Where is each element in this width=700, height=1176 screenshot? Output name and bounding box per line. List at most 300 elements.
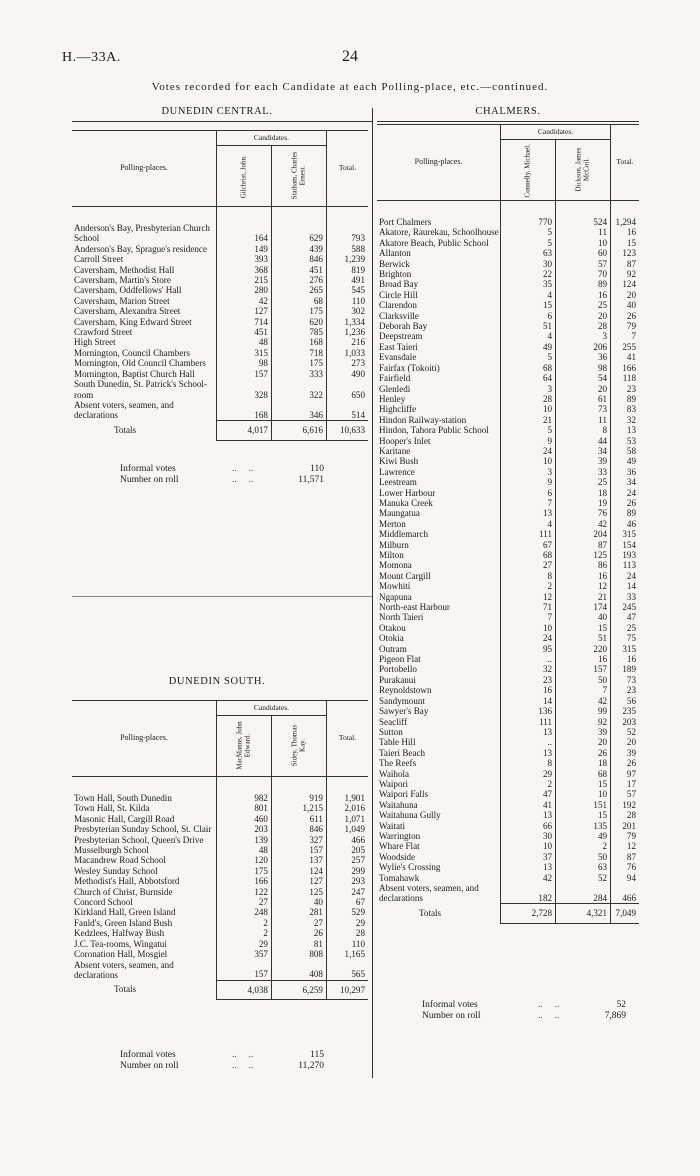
polling-place: Concord School bbox=[74, 897, 133, 908]
total-votes: 201 bbox=[611, 821, 639, 831]
table-row bbox=[72, 866, 368, 876]
candidate-2-total: 6,616 bbox=[271, 421, 326, 440]
column-divider bbox=[372, 108, 373, 1078]
candidate-2-votes: 98 bbox=[556, 363, 611, 373]
total-votes: 26 bbox=[611, 758, 639, 768]
total-votes: 2,016 bbox=[326, 803, 368, 813]
total-votes: 79 bbox=[611, 321, 639, 331]
candidate-2-header bbox=[556, 140, 611, 201]
candidate-1-votes: 2 bbox=[501, 779, 556, 789]
polling-place: Anderson's Bay, Sprague's residence bbox=[74, 243, 207, 254]
polling-place: Table Hill bbox=[379, 737, 416, 748]
total-votes: 53 bbox=[611, 436, 639, 446]
total-votes: 26 bbox=[611, 311, 639, 321]
table-row bbox=[72, 845, 368, 855]
polling-place: Akatore Beach, Public School bbox=[379, 237, 489, 248]
table-row bbox=[377, 508, 639, 518]
candidate-2-votes: 11 bbox=[556, 227, 611, 237]
candidate-2-votes: 70 bbox=[556, 269, 611, 279]
polling-place: Sandymount bbox=[379, 695, 425, 706]
total-votes: 113 bbox=[611, 560, 639, 570]
candidate-1-votes: 32 bbox=[501, 664, 556, 674]
polling-place: Tomahawk bbox=[379, 872, 420, 883]
polling-place: Mornington, Baptist Church Hall bbox=[74, 368, 195, 379]
totals-row bbox=[72, 421, 368, 440]
candidate-1-votes: 48 bbox=[216, 337, 271, 347]
candidate-1-name: Gilchrist, John. bbox=[239, 155, 248, 199]
polling-place: Macandrew Road School bbox=[74, 855, 166, 866]
total-votes: 39 bbox=[611, 748, 639, 758]
total-votes: 154 bbox=[611, 540, 639, 550]
polling-place: Akatore, Raurekau, Schoolhouse bbox=[379, 227, 499, 238]
candidate-1-votes: 29 bbox=[501, 769, 556, 779]
candidate-2-votes: 16 bbox=[556, 571, 611, 581]
table-row bbox=[377, 446, 639, 456]
candidate-2-votes: 327 bbox=[271, 835, 326, 845]
candidate-1-votes: 982 bbox=[216, 793, 271, 803]
table-row bbox=[72, 223, 368, 244]
polling-place: Caversham, Alexandra Street bbox=[74, 306, 181, 317]
total-votes: 24 bbox=[611, 571, 639, 581]
total-votes: 819 bbox=[326, 265, 368, 275]
candidate-2-votes: 25 bbox=[556, 300, 611, 310]
candidate-2-total: 6,259 bbox=[271, 980, 326, 999]
table-row bbox=[377, 664, 639, 674]
candidate-1-votes: 13 bbox=[501, 810, 556, 820]
candidate-1-votes: 24 bbox=[501, 446, 556, 456]
total-votes: 299 bbox=[326, 866, 368, 876]
polling-place: Port Chalmers bbox=[379, 217, 432, 227]
table-row bbox=[377, 654, 639, 664]
candidate-1-header bbox=[501, 140, 556, 201]
polling-place: Hindon Railway-station bbox=[379, 414, 467, 425]
candidate-1-votes: 5 bbox=[501, 352, 556, 362]
table-row bbox=[377, 602, 639, 612]
polling-place: Kedzlees, Halfway Bush bbox=[74, 928, 165, 939]
candidate-2-votes: 125 bbox=[556, 550, 611, 560]
table-row bbox=[377, 373, 639, 383]
informal-votes-label: Informal votes bbox=[120, 464, 176, 474]
total-votes: 588 bbox=[326, 244, 368, 254]
candidate-1-votes: 4 bbox=[501, 290, 556, 300]
polling-place: Mowhiti bbox=[379, 581, 411, 592]
polling-place: Sawyer's Bay bbox=[379, 706, 429, 717]
total-votes: 97 bbox=[611, 769, 639, 779]
polling-place: Henley bbox=[379, 393, 406, 404]
table-row bbox=[72, 348, 368, 358]
total-header: Total. bbox=[326, 701, 368, 777]
table-row bbox=[377, 342, 639, 352]
candidate-1-votes: 27 bbox=[216, 897, 271, 907]
total-votes: 73 bbox=[611, 675, 639, 685]
candidate-2-votes: 21 bbox=[556, 592, 611, 602]
candidate-2-votes: 20 bbox=[556, 737, 611, 747]
candidate-2-votes: 28 bbox=[556, 321, 611, 331]
candidate-1-votes: 5 bbox=[501, 425, 556, 435]
total-votes: 1,901 bbox=[326, 793, 368, 803]
polling-place: North Taieri bbox=[379, 612, 424, 623]
table-row bbox=[377, 394, 639, 404]
total-votes: 216 bbox=[326, 337, 368, 347]
candidate-2-votes: 8 bbox=[556, 425, 611, 435]
total-votes: 1,165 bbox=[326, 949, 368, 959]
candidate-2-votes: 52 bbox=[556, 873, 611, 883]
candidate-2-votes: 42 bbox=[556, 696, 611, 706]
total-votes: 1,294 bbox=[611, 217, 639, 227]
table-row bbox=[377, 425, 639, 435]
candidate-1-votes: 4 bbox=[501, 519, 556, 529]
total-votes: 293 bbox=[326, 876, 368, 886]
polling-place: Milton bbox=[379, 550, 404, 560]
candidate-1-votes: 21 bbox=[501, 415, 556, 425]
total-votes: 205 bbox=[326, 845, 368, 855]
table-row bbox=[72, 254, 368, 264]
total-votes: 16 bbox=[611, 227, 639, 237]
totals-label: Totals bbox=[114, 984, 137, 995]
roll-label: Number on roll bbox=[120, 1061, 179, 1071]
polling-place: Allanton bbox=[379, 248, 411, 259]
header-rule-right bbox=[377, 121, 639, 122]
total-votes: 57 bbox=[611, 789, 639, 799]
roll-value: 7,869 bbox=[604, 1011, 626, 1021]
candidate-1-votes: 13 bbox=[501, 727, 556, 737]
polling-place: Hooper's Inlet bbox=[379, 435, 431, 446]
candidate-2-votes: 611 bbox=[271, 814, 326, 824]
candidate-1-votes: 27 bbox=[501, 560, 556, 570]
candidate-2-votes: 25 bbox=[556, 477, 611, 487]
total-votes: 83 bbox=[611, 404, 639, 414]
total-votes: 33 bbox=[611, 592, 639, 602]
polling-place: Wylie's Crossing bbox=[379, 862, 441, 873]
totals-label: Totals bbox=[419, 907, 442, 918]
candidate-1-votes: 23 bbox=[501, 675, 556, 685]
polling-place: Fairfield bbox=[379, 373, 411, 384]
candidate-1-votes: 68 bbox=[501, 550, 556, 560]
candidate-2-votes: 10 bbox=[556, 238, 611, 248]
table-row bbox=[72, 400, 368, 421]
table-row bbox=[72, 949, 368, 959]
table-row bbox=[72, 265, 368, 275]
table-row bbox=[377, 456, 639, 466]
table-row bbox=[72, 824, 368, 834]
polling-place: Momona bbox=[379, 560, 412, 571]
table-row bbox=[72, 275, 368, 285]
candidate-2-votes: 49 bbox=[556, 831, 611, 841]
total-votes: 15 bbox=[611, 238, 639, 248]
total-votes: 13 bbox=[611, 425, 639, 435]
polling-place: Seacliff bbox=[379, 716, 408, 727]
candidate-1-total: 4,017 bbox=[216, 421, 271, 440]
informal-votes-value: 52 bbox=[616, 1000, 626, 1010]
candidate-2-votes: 54 bbox=[556, 373, 611, 383]
table-row bbox=[377, 540, 639, 550]
polling-place: Otakou bbox=[379, 622, 406, 633]
candidate-1-votes: 22 bbox=[501, 269, 556, 279]
candidate-1-votes: 13 bbox=[501, 862, 556, 872]
total-votes: 203 bbox=[611, 717, 639, 727]
section-title-dunedin-south: DUNEDIN SOUTH. bbox=[168, 676, 266, 687]
table-row bbox=[72, 358, 368, 368]
total-votes: 87 bbox=[611, 852, 639, 862]
table-row bbox=[377, 779, 639, 789]
table-row bbox=[377, 612, 639, 622]
candidate-2-votes: 87 bbox=[556, 540, 611, 550]
candidate-1-votes: 64 bbox=[501, 373, 556, 383]
totals-row bbox=[377, 904, 639, 923]
total-votes: 466 bbox=[611, 883, 639, 904]
polling-place: Taieri Beach bbox=[379, 747, 426, 758]
candidate-2-votes: 63 bbox=[556, 862, 611, 872]
polling-place: Caversham, Methodist Hall bbox=[74, 264, 175, 275]
candidate-2-votes: 99 bbox=[556, 706, 611, 716]
dunedin-central-informal-votes: Informal votes .. .. 110 Number on roll .. .. 11,571 bbox=[120, 464, 324, 485]
candidate-2-votes: 7 bbox=[556, 685, 611, 695]
polling-place: Evansdale bbox=[379, 352, 417, 363]
candidate-2-votes: 42 bbox=[556, 519, 611, 529]
table-row bbox=[377, 227, 639, 237]
polling-place: Caversham, Martin's Store bbox=[74, 275, 171, 286]
candidate-1-votes: 47 bbox=[501, 789, 556, 799]
table-row bbox=[377, 862, 639, 872]
polling-place: Mornington, Council Chambers bbox=[74, 347, 190, 358]
table-row bbox=[377, 852, 639, 862]
table-row bbox=[377, 248, 639, 258]
candidate-1-votes: 7 bbox=[501, 498, 556, 508]
polling-place: Waipori bbox=[379, 778, 409, 789]
total-votes: 34 bbox=[611, 477, 639, 487]
polling-place: Waitati bbox=[379, 820, 406, 831]
total-header: Total. bbox=[611, 125, 639, 201]
table-row bbox=[377, 727, 639, 737]
polling-place: Purakanui bbox=[379, 674, 416, 685]
candidate-1-votes: 51 bbox=[501, 321, 556, 331]
candidate-1-total: 4,038 bbox=[216, 980, 271, 999]
polling-place: Deborah Bay bbox=[379, 321, 428, 332]
polling-place: Carroll Street bbox=[74, 254, 124, 265]
total-votes: 1,334 bbox=[326, 317, 368, 327]
candidate-1-votes: 95 bbox=[501, 644, 556, 654]
candidates-header: Candidates. bbox=[216, 131, 326, 146]
polling-place: Brighton bbox=[379, 269, 412, 280]
total-votes: 92 bbox=[611, 269, 639, 279]
table-row bbox=[377, 706, 639, 716]
candidate-1-votes: 7 bbox=[501, 612, 556, 622]
dunedin-central-table bbox=[72, 130, 368, 441]
total-votes: 235 bbox=[611, 706, 639, 716]
candidate-2-votes: 408 bbox=[271, 960, 326, 981]
polling-place: Town Hall, St. Kilda bbox=[74, 803, 150, 814]
candidate-1-votes: 9 bbox=[501, 477, 556, 487]
table-row bbox=[377, 311, 639, 321]
candidate-2-votes: 204 bbox=[556, 529, 611, 539]
candidate-2-votes: 175 bbox=[271, 306, 326, 316]
total-votes: 1,236 bbox=[326, 327, 368, 337]
total-votes: 52 bbox=[611, 727, 639, 737]
candidate-1-votes: 12 bbox=[501, 592, 556, 602]
candidate-1-votes: 37 bbox=[501, 852, 556, 862]
candidate-2-votes: 157 bbox=[271, 845, 326, 855]
candidate-2-votes: 846 bbox=[271, 254, 326, 264]
polling-place: Anderson's Bay, Presbyterian Church School bbox=[74, 223, 210, 244]
candidate-1-votes: 149 bbox=[216, 244, 271, 254]
total-votes: 79 bbox=[611, 831, 639, 841]
table-row bbox=[377, 550, 639, 560]
table-row bbox=[377, 675, 639, 685]
candidate-2-votes: 322 bbox=[271, 379, 326, 400]
candidate-1-votes: 770 bbox=[501, 217, 556, 227]
candidate-2-votes: 27 bbox=[271, 918, 326, 928]
candidate-1-votes: 451 bbox=[216, 327, 271, 337]
candidate-2-votes: 51 bbox=[556, 633, 611, 643]
candidate-1-votes: 14 bbox=[501, 696, 556, 706]
polling-place: Sutton bbox=[379, 726, 403, 737]
total-votes: 56 bbox=[611, 696, 639, 706]
candidate-2-votes: 36 bbox=[556, 352, 611, 362]
polling-place: Coronation Hall, Mosgiel bbox=[74, 949, 168, 960]
table-row bbox=[72, 907, 368, 917]
candidate-2-votes: 157 bbox=[556, 664, 611, 674]
total-votes: 17 bbox=[611, 779, 639, 789]
total-votes: 41 bbox=[611, 352, 639, 362]
candidate-2-votes: 2 bbox=[556, 841, 611, 851]
total-votes: 793 bbox=[326, 223, 368, 244]
total-votes: 16 bbox=[611, 654, 639, 664]
candidate-1-votes: 42 bbox=[501, 873, 556, 883]
total-votes: 1,239 bbox=[326, 254, 368, 264]
polling-place: Crawford Street bbox=[74, 327, 133, 338]
candidate-2-votes: 439 bbox=[271, 244, 326, 254]
polling-place: Middlemarch bbox=[379, 529, 428, 540]
candidate-1-votes: 6 bbox=[501, 311, 556, 321]
grand-total: 10,633 bbox=[326, 421, 368, 440]
candidate-1-votes: 5 bbox=[501, 238, 556, 248]
chalmers-table bbox=[377, 124, 639, 924]
candidate-1-votes: 71 bbox=[501, 602, 556, 612]
candidate-2-votes: 26 bbox=[271, 928, 326, 938]
candidate-1-votes: 175 bbox=[216, 866, 271, 876]
total-votes: 58 bbox=[611, 446, 639, 456]
candidate-2-votes: 39 bbox=[556, 727, 611, 737]
table-row bbox=[377, 831, 639, 841]
candidate-1-votes: 10 bbox=[501, 841, 556, 851]
candidate-2-votes: 40 bbox=[271, 897, 326, 907]
candidate-1-votes: 98 bbox=[216, 358, 271, 368]
section-title-chalmers: CHALMERS. bbox=[475, 106, 541, 117]
table-row bbox=[377, 800, 639, 810]
candidate-1-votes: 127 bbox=[216, 306, 271, 316]
polling-place: Church of Christ, Burnside bbox=[74, 886, 173, 897]
candidate-1-votes: 122 bbox=[216, 887, 271, 897]
total-votes: 1,071 bbox=[326, 814, 368, 824]
candidate-2-votes: 26 bbox=[556, 748, 611, 758]
candidate-2-votes: 60 bbox=[556, 248, 611, 258]
total-votes: 94 bbox=[611, 873, 639, 883]
table-row bbox=[72, 793, 368, 803]
candidate-1-votes: 136 bbox=[501, 706, 556, 716]
polling-place: Hindon, Tahora Public School bbox=[379, 425, 489, 436]
roll-label: Number on roll bbox=[120, 475, 179, 485]
polling-place: J.C. Tea-rooms, Wingatui bbox=[74, 938, 167, 949]
total-votes: 166 bbox=[611, 363, 639, 373]
polling-place: Presbyterian School, Queen's Drive bbox=[74, 834, 204, 845]
polling-place: Manuka Creek bbox=[379, 497, 433, 508]
candidate-2-votes: 846 bbox=[271, 824, 326, 834]
candidate-2-votes: 265 bbox=[271, 285, 326, 295]
total-votes: 89 bbox=[611, 508, 639, 518]
page-subtitle: Votes recorded for each Candidate at each Polling-place, etc.—continued. bbox=[151, 81, 549, 93]
polling-places-header: Polling-places. bbox=[72, 131, 216, 207]
total-votes: 14 bbox=[611, 581, 639, 591]
table-row bbox=[72, 835, 368, 845]
candidate-2-votes: 12 bbox=[556, 581, 611, 591]
table-row bbox=[377, 436, 639, 446]
informal-votes-label: Informal votes bbox=[422, 1000, 478, 1010]
table-row bbox=[377, 560, 639, 570]
candidate-1-votes: 182 bbox=[501, 883, 556, 904]
table-row bbox=[377, 384, 639, 394]
total-votes: 302 bbox=[326, 306, 368, 316]
table-row bbox=[72, 855, 368, 865]
candidate-2-votes: 89 bbox=[556, 279, 611, 289]
document-reference: H.—33A. bbox=[62, 50, 121, 65]
total-votes: 20 bbox=[611, 290, 639, 300]
polling-place: Woodside bbox=[379, 851, 416, 862]
candidate-1-votes: 48 bbox=[216, 845, 271, 855]
total-votes: 7 bbox=[611, 331, 639, 341]
polling-place: Caversham, Oddfellows' Hall bbox=[74, 285, 182, 296]
polling-place: East Taieri bbox=[379, 341, 418, 352]
table-row bbox=[72, 814, 368, 824]
total-votes: 46 bbox=[611, 519, 639, 529]
candidate-2-header bbox=[271, 146, 326, 207]
informal-votes-value: 115 bbox=[310, 1050, 324, 1060]
table-row bbox=[377, 821, 639, 831]
polling-place: Karitane bbox=[379, 445, 411, 456]
polling-place: Kirkland Hall, Green Island bbox=[74, 907, 176, 918]
table-row bbox=[72, 876, 368, 886]
candidate-2-votes: 50 bbox=[556, 852, 611, 862]
polling-place: Lawrence bbox=[379, 466, 415, 477]
total-votes: 466 bbox=[326, 835, 368, 845]
polling-place: Town Hall, South Dunedin bbox=[74, 793, 172, 803]
table-row bbox=[377, 404, 639, 414]
candidate-2-votes: 127 bbox=[271, 876, 326, 886]
candidate-1-votes: 2 bbox=[216, 928, 271, 938]
polling-place: Highcliffe bbox=[379, 404, 417, 415]
candidate-2-votes: 281 bbox=[271, 907, 326, 917]
polling-places-header: Polling-places. bbox=[377, 125, 501, 201]
candidate-2-votes: 135 bbox=[556, 821, 611, 831]
candidate-1-name: MacManus, John Edward. bbox=[235, 721, 251, 770]
candidate-1-votes: 10 bbox=[501, 623, 556, 633]
candidate-1-votes: 139 bbox=[216, 835, 271, 845]
candidate-1-votes: 63 bbox=[501, 248, 556, 258]
candidate-1-votes: 315 bbox=[216, 348, 271, 358]
candidate-1-votes: 111 bbox=[501, 529, 556, 539]
candidate-1-votes: 42 bbox=[216, 296, 271, 306]
table-row bbox=[377, 883, 639, 904]
polling-place: Milburn bbox=[379, 539, 409, 550]
total-votes: 36 bbox=[611, 467, 639, 477]
polling-place: The Reefs bbox=[379, 758, 417, 769]
table-row bbox=[72, 317, 368, 327]
candidate-2-votes: 620 bbox=[271, 317, 326, 327]
total-votes: 47 bbox=[611, 612, 639, 622]
candidate-1-votes: 280 bbox=[216, 285, 271, 295]
candidate-2-name: Dickson, James McCoil. bbox=[574, 147, 591, 192]
total-votes: 529 bbox=[326, 907, 368, 917]
informal-votes-label: Informal votes bbox=[120, 1050, 176, 1060]
